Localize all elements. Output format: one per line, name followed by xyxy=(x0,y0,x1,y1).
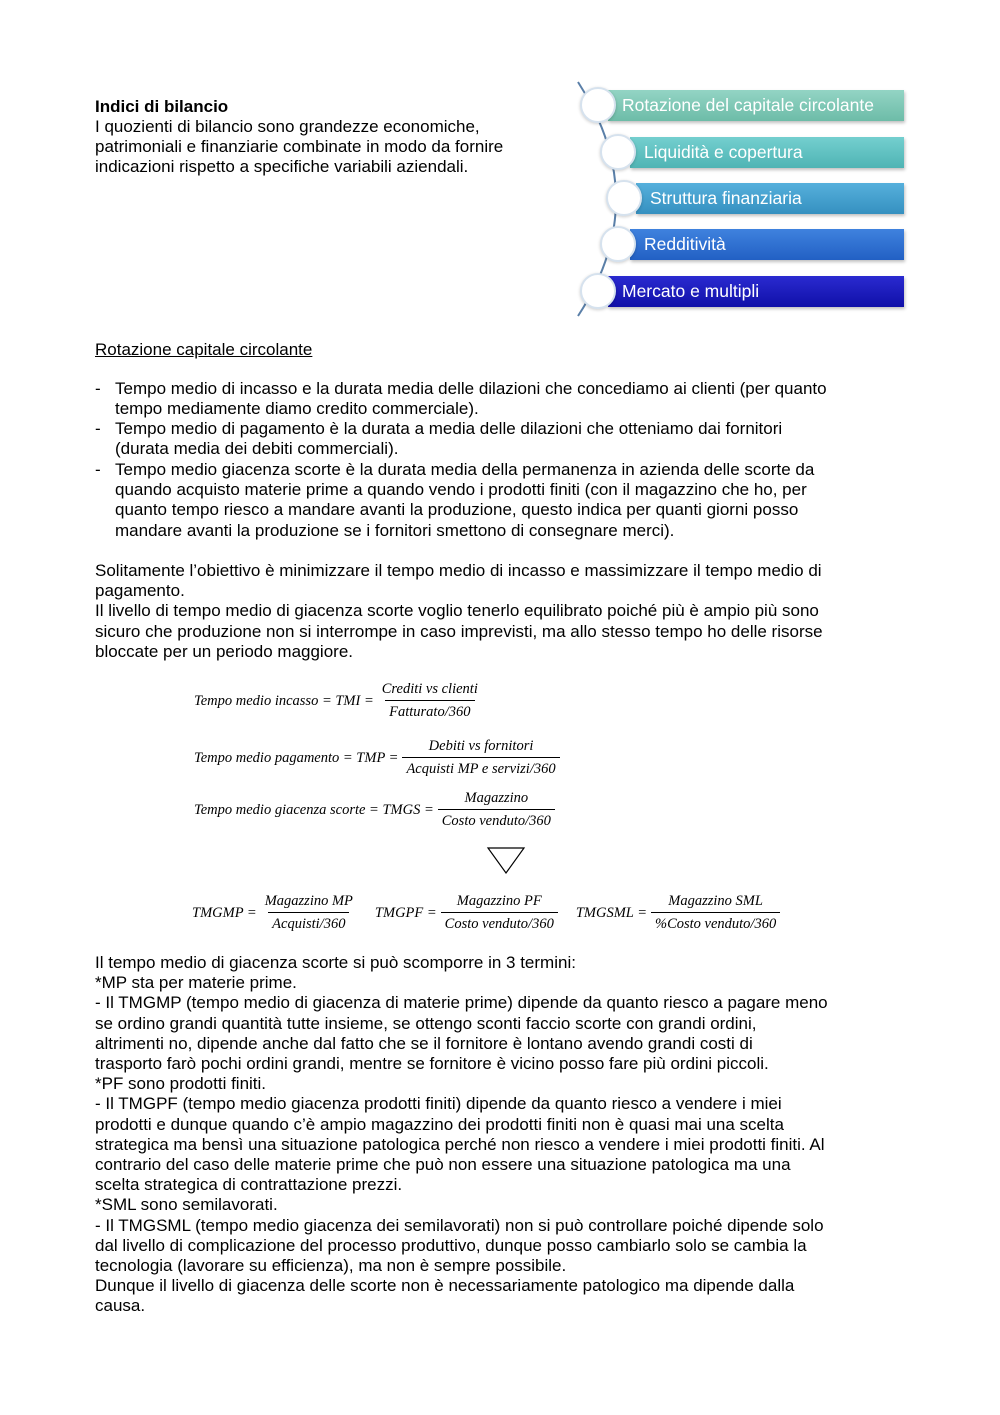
bullet-dash: - xyxy=(95,460,101,479)
intro-line: indicazioni rispetto a specifiche variabili aziendali. xyxy=(95,157,469,176)
intro-line: patrimoniali e finanziarie combinate in modo da fornire xyxy=(95,137,504,156)
diagram-circle xyxy=(600,226,636,262)
formula-breakdown: TMGMP = $\frac{\text{Magazzino MP}}{\text{Acquisti/360}}$ TMGPF = $\frac{\text{Magazzino PF}}{\text{Costo venduto/360}}$ TMGSML = $\frac{\text{Magazzino SML}}{\text{\%Costo venduto/360}}$ xyxy=(192,893,784,933)
section-heading: Rotazione capitale circolante xyxy=(95,340,313,359)
formula-tmi: Tempo medio incasso = TMI = $\frac{\text{Crediti vs clienti}}{\text{Fatturato/360}}$ xyxy=(194,681,478,720)
body-text: Il tempo medio di giacenza scorte si può scomporre in 3 termini: *MP sta per materie prime. - Il TMGMP (tempo medio di giacenza di materie prime) dipende da quanto riesco a pagare meno se ordino grandi quantità tutte insieme, se ottengo sconti faccio scorte con grandi ordini, altrimenti no, dipende anche dal fatto che se il fornitore è lontano avendo grandi costi di trasporto farò pochi ordini grandi, mentre se fornitore è vicino posso fare più ordini piccoli. *PF sono prodotti finiti. - Il TMGPF (tempo medio giacenza prodotti finiti) dipende da quanto riesco a vendere i miei prodotti e dunque quando c’è ampio magazzino dei prodotti finiti non è quasi mai una scelta strategica ma bensì una situazione patologica perché non riesco a vendere i miei prodotti finiti. Al contrario del caso delle materie prime che può non essere una situazione patologica ma una scelta strategica di contrattazione prezzi. *SML sono semilavorati. - Il TMGSML (tempo medio giacenza dei semilavorati) non si può controllare poiché dipende solo dal livello di complicazione del processo produttivo, dunque posso cambiarlo solo se cambia la tecnologia (lavorare su efficienza), ma non è sempre possibile. Dunque il livello di giacenza delle scorte non è necessariamente patologico ma dipende dalla causa. xyxy=(95,953,828,1316)
bullet-item: Tempo medio giacenza scorte è la durata media della permanenza in azienda delle scorte da quando acquisto materie prime a quando vendo i prodotti finiti (con il magazzino che ho, per quanto tempo riesco a mandare avanti la produzione, questo indica per quanti giorni posso mandare avanti la produzione se i fornitori smettono di consegnare merci). xyxy=(115,460,815,540)
diagram-bar-mercato: Mercato e multipli xyxy=(608,276,904,307)
diagram-circle xyxy=(600,134,636,170)
formula-tmp: Tempo medio pagamento = TMP = $\frac{\text{Debiti vs fornitori}}{\text{Acquisti MP e servizi/360}}$ xyxy=(194,738,564,778)
diagram-bar-redditivita: Redditività xyxy=(630,229,904,260)
diagram-bar-rotazione: Rotazione del capitale circolante xyxy=(608,90,904,121)
bullet-dash: - xyxy=(95,379,101,398)
formula-tmgs: Tempo medio giacenza scorte = TMGS = $\frac{\text{Magazzino}}{\text{Costo venduto/360}}$ xyxy=(194,790,559,830)
bullet-item: Tempo medio di incasso e la durata media delle dilazioni che concediamo ai clienti (per quanto tempo mediamente diamo credito commerciale). xyxy=(115,379,827,419)
diagram-bar-struttura: Struttura finanziaria xyxy=(636,183,904,214)
diagram-circle xyxy=(580,273,616,309)
diagram-circle xyxy=(580,87,616,123)
paragraph: Solitamente l’obiettivo è minimizzare il tempo medio di incasso e massimizzare il tempo medio di pagamento. Il livello di tempo medio di giacenza scorte voglio tenerlo equilibrato poiché più è ampio più sono sicuro che produzione non si interrompe in caso imprevisti, ma allo stesso tempo ho delle risorse bloccate per un periodo maggiore. xyxy=(95,561,823,661)
diagram-circle xyxy=(606,180,642,216)
intro-line: I quozienti di bilancio sono grandezze economiche, xyxy=(95,117,480,136)
bullet-dash: - xyxy=(95,419,101,438)
intro-title: Indici di bilancio xyxy=(95,97,229,116)
bullet-item: Tempo medio di pagamento è la durata a media delle dilazioni che otteniamo dai fornitori (durata media dei debiti commerciali). xyxy=(115,419,783,459)
down-triangle-icon xyxy=(486,846,526,876)
indices-diagram xyxy=(574,80,914,320)
diagram-bar-liquidita: Liquidità e copertura xyxy=(630,137,904,168)
